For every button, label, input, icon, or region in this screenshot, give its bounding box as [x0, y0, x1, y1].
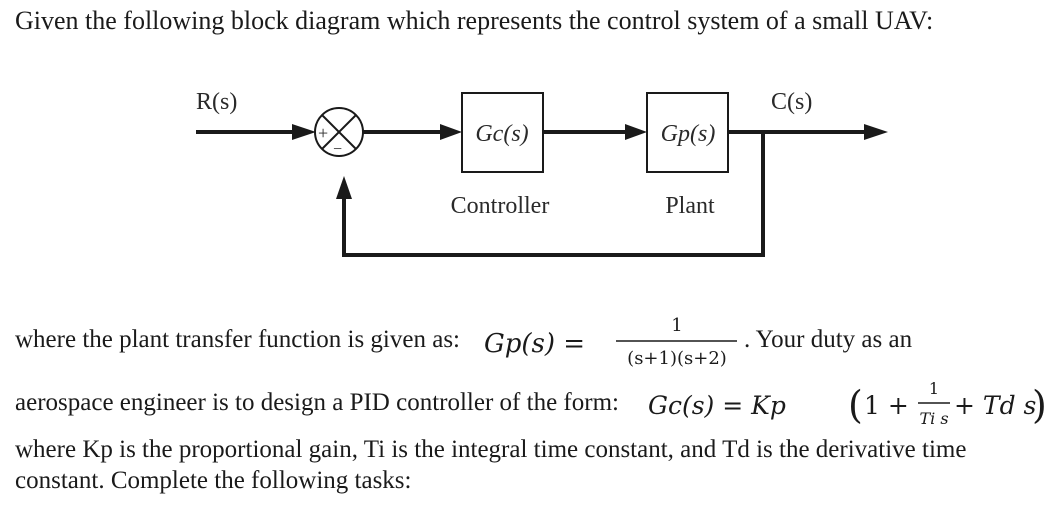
text-line-3: where Kp is the proportional gain, Ti is the integral time constant, and Td is the derivative time	[15, 436, 967, 463]
pid-left-paren: (	[848, 383, 863, 427]
pid-equation	[644, 370, 1047, 440]
pid-equation-lhs: Gc(s) = Kp	[648, 391, 786, 420]
controller-caption: Controller	[450, 193, 550, 219]
input-label: R(s)	[196, 89, 238, 115]
plant-caption: Plant	[665, 193, 715, 219]
pid-right-paren: )	[1032, 383, 1047, 427]
feedback-arrowhead	[336, 176, 352, 199]
pid-fraction-numerator: 1	[928, 379, 940, 398]
plant-equation-denominator: (s+1)(s+2)	[627, 348, 727, 369]
plant-transfer-function: Gp(s)	[660, 121, 716, 147]
plant-equation	[470, 305, 760, 375]
controller-transfer-function: Gc(s)	[475, 121, 529, 147]
text-line-4: constant. Complete the following tasks:	[15, 467, 412, 494]
input-arrowhead	[292, 124, 316, 140]
error-arrowhead	[440, 124, 462, 140]
plant-equation-lhs: Gp(s) =	[484, 329, 586, 359]
pid-fraction-denominator: Ti s	[919, 409, 949, 428]
text-line-1-prefix: where the plant transfer function is given as:	[15, 326, 460, 353]
summing-minus-sign: −	[333, 141, 343, 158]
plant-equation-numerator: 1	[671, 315, 683, 336]
text-line-1-suffix: . Your duty as an	[744, 326, 913, 353]
control-arrowhead	[625, 124, 647, 140]
output-label: C(s)	[771, 89, 813, 115]
pid-one-plus: 1 +	[864, 391, 909, 420]
output-arrowhead	[864, 124, 888, 140]
summing-plus-sign: +	[318, 123, 329, 143]
intro-text: Given the following block diagram which represents the control system of a small UAV:	[15, 6, 934, 35]
text-line-2-prefix: aerospace engineer is to design a PID controller of the form:	[15, 389, 619, 416]
pid-derivative-term: + Td s	[954, 391, 1037, 420]
